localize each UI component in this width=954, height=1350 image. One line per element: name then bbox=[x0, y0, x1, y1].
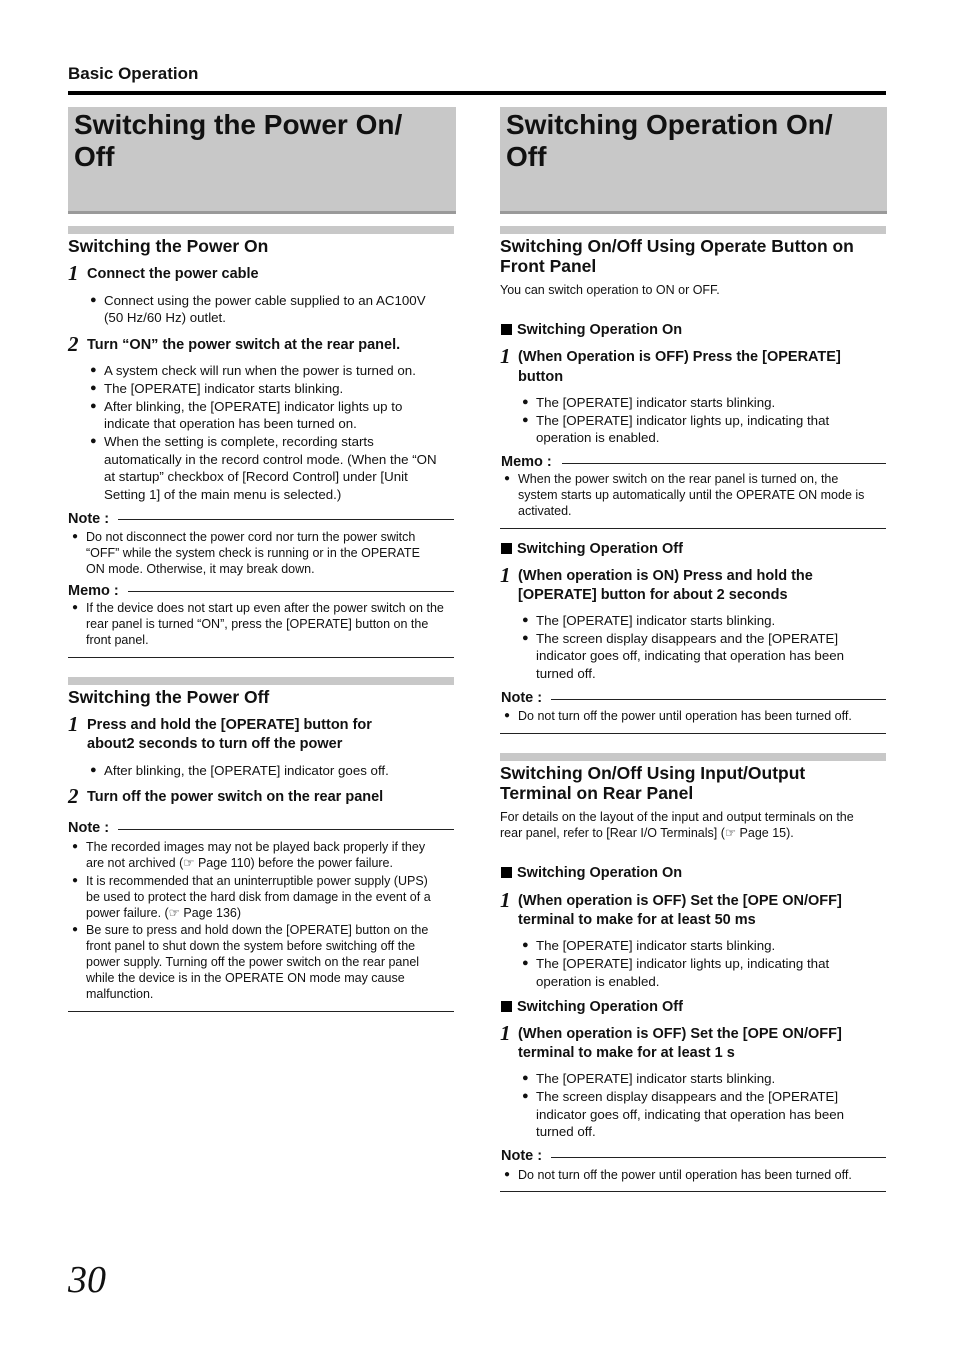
bullet-continuation: turned off. bbox=[536, 666, 596, 681]
left-title-box bbox=[68, 107, 456, 214]
subhead-operation-off: Switching Operation Off bbox=[501, 998, 683, 1016]
note-item: ● Do not disconnect the power cord nor turn the power switch bbox=[72, 530, 416, 544]
note-rule bbox=[551, 1157, 886, 1158]
bullet-item: ● The screen display disappears and the [OPERATE] bbox=[522, 1089, 839, 1104]
note-label: Note : bbox=[501, 690, 543, 706]
memo-continuation: front panel. bbox=[86, 633, 149, 647]
rear-panel-heading: Switching On/Off Using Input/Output bbox=[500, 763, 806, 783]
memo-rule bbox=[128, 591, 454, 592]
bullet-item: ● After blinking, the [OPERATE] indicator goes off. bbox=[90, 763, 389, 778]
bullet-continuation: operation is enabled. bbox=[536, 974, 660, 989]
bullet-continuation: indicate that operation has been turned on. bbox=[104, 416, 357, 431]
square-bullet-icon bbox=[501, 1001, 512, 1012]
rear-panel-heading-cont: Terminal on Rear Panel bbox=[500, 783, 694, 803]
note-rule bbox=[118, 829, 454, 830]
note-continuation: power supply. Turning off the power switch on the rear panel bbox=[86, 955, 420, 969]
note-item: ● Be sure to press and hold down the [OPERATE] button on the bbox=[72, 923, 429, 937]
page-number: 30 bbox=[68, 1259, 106, 1301]
step-number: 2 bbox=[68, 332, 79, 356]
bullet-item: ● The [OPERATE] indicator starts blinking. bbox=[522, 1071, 776, 1086]
memo-label: Memo : bbox=[68, 583, 119, 599]
power-off-heading: Switching the Power Off bbox=[68, 687, 270, 707]
note-label: Note : bbox=[501, 1148, 543, 1164]
bullet-item: ● The [OPERATE] indicator lights up, indicating that bbox=[522, 413, 830, 428]
section-end-rule bbox=[500, 528, 886, 529]
step-text-continuation: button bbox=[518, 369, 564, 385]
bullet-item: ● A system check will run when the power is turned on. bbox=[90, 363, 416, 378]
bullet-item: ● The [OPERATE] indicator starts blinking. bbox=[90, 381, 344, 396]
front-panel-heading: Switching On/Off Using Operate Button on bbox=[500, 236, 854, 256]
step-text: (When operation is ON) Press and hold the bbox=[518, 568, 813, 584]
bullet-item: ● The [OPERATE] indicator starts blinking. bbox=[522, 613, 776, 628]
step-text: Connect the power cable bbox=[87, 266, 259, 282]
step-text-continuation: terminal to make for at least 1 s bbox=[518, 1045, 735, 1061]
bullet-item: ● When the setting is complete, recording starts bbox=[90, 434, 374, 449]
memo-continuation: system starts up automatically until the OPERATE ON mode is bbox=[518, 488, 865, 502]
bullet-item: ● Connect using the power cable supplied to an AC100V bbox=[90, 293, 426, 308]
bullet-continuation: Setting 1] of the main menu is selected.) bbox=[104, 487, 342, 502]
step-number: 1 bbox=[500, 563, 511, 587]
note-continuation: while the device is in the OPERATE ON mode may cause bbox=[86, 971, 405, 985]
memo-item: ● When the power switch on the rear panel is turned on, the bbox=[504, 472, 839, 486]
intro-text: For details on the layout of the input and output terminals on the bbox=[500, 810, 854, 824]
bullet-item: ● The [OPERATE] indicator lights up, indicating that bbox=[522, 956, 830, 971]
note-continuation: be used to protect the hard disk from damage in the event of a bbox=[86, 890, 431, 904]
intro-text-continuation: rear panel, refer to [Rear I/O Terminals] (☞ Page 15). bbox=[500, 826, 794, 840]
left-page-title: Switching the Power On/ Off bbox=[74, 109, 403, 172]
note-item: ● Do not turn off the power until operation has been turned off. bbox=[504, 1168, 852, 1182]
bullet-item: ● The [OPERATE] indicator starts blinking. bbox=[522, 938, 776, 953]
note-item: ● The recorded images may not be played back properly if they bbox=[72, 840, 426, 854]
note-continuation: ON mode. Otherwise, it may break down. bbox=[86, 562, 315, 576]
note-item: ● Do not turn off the power until operation has been turned off. bbox=[504, 709, 852, 723]
power-on-heading: Switching the Power On bbox=[68, 236, 269, 256]
step-text-continuation: terminal to make for at least 50 ms bbox=[518, 912, 756, 928]
step-number: 1 bbox=[68, 261, 79, 285]
memo-label: Memo : bbox=[501, 454, 552, 470]
note-label: Note : bbox=[68, 820, 110, 836]
step-text: (When Operation is OFF) Press the [OPERATE] bbox=[518, 349, 841, 365]
subhead-operation-on: Switching Operation On bbox=[501, 864, 682, 882]
step-number: 2 bbox=[68, 784, 79, 808]
step-text: Press and hold the [OPERATE] button for bbox=[87, 717, 372, 733]
step-number: 1 bbox=[500, 1021, 511, 1045]
front-panel-heading-cont: Front Panel bbox=[500, 256, 597, 276]
section-label: Basic Operation bbox=[68, 64, 199, 83]
bullet-continuation: turned off. bbox=[536, 1124, 596, 1139]
note-continuation: “OFF” while the system check is running or in the OPERATE bbox=[86, 546, 420, 560]
bullet-continuation: (50 Hz/60 Hz) outlet. bbox=[104, 310, 226, 325]
bullet-dot: ● bbox=[90, 294, 97, 306]
step-text: Turn “ON” the power switch at the rear panel. bbox=[87, 337, 401, 353]
bullet-continuation: operation is enabled. bbox=[536, 430, 660, 445]
step-text-continuation: [OPERATE] button for about 2 seconds bbox=[518, 587, 788, 603]
memo-rule bbox=[562, 463, 886, 464]
section-end-rule bbox=[68, 1011, 454, 1012]
subsection-bar bbox=[68, 677, 454, 685]
square-bullet-icon bbox=[501, 543, 512, 554]
section-end-rule bbox=[68, 657, 454, 658]
bullet-continuation: indicator goes off, indicating that operation has been bbox=[536, 1107, 845, 1122]
bullet-item: ● After blinking, the [OPERATE] indicator lights up to bbox=[90, 399, 403, 414]
right-title-box bbox=[500, 107, 887, 214]
right-page-title: Switching Operation On/ Off bbox=[506, 109, 833, 172]
step-text: Turn off the power switch on the rear panel bbox=[87, 789, 384, 805]
subsection-bar bbox=[68, 226, 454, 234]
bullet-continuation: automatically in the record control mode. (When the “ON bbox=[104, 452, 437, 467]
note-continuation: front panel to shut down the system before switching off the bbox=[86, 939, 416, 953]
step-number: 1 bbox=[500, 888, 511, 912]
subsection-bar bbox=[500, 753, 886, 761]
step-number: 1 bbox=[500, 344, 511, 368]
note-rule bbox=[551, 699, 886, 700]
step-number: 1 bbox=[68, 712, 79, 736]
header-rule bbox=[68, 91, 886, 95]
intro-text: You can switch operation to ON or OFF. bbox=[500, 283, 720, 297]
memo-continuation: activated. bbox=[518, 504, 572, 518]
subhead-operation-off: Switching Operation Off bbox=[501, 540, 683, 558]
bullet-item: ● The screen display disappears and the [OPERATE] bbox=[522, 631, 839, 646]
step-text: (When operation is OFF) Set the [OPE ON/OFF] bbox=[518, 893, 842, 909]
subhead-operation-on: Switching Operation On bbox=[501, 321, 682, 339]
note-continuation: are not archived (☞ Page 110) before the power failure. bbox=[86, 856, 393, 870]
subsection-bar bbox=[500, 226, 886, 234]
bullet-continuation: indicator goes off, indicating that operation has been bbox=[536, 648, 845, 663]
bullet-item: ● The [OPERATE] indicator starts blinking. bbox=[522, 395, 776, 410]
square-bullet-icon bbox=[501, 867, 512, 878]
note-continuation: power failure. (☞ Page 136) bbox=[86, 906, 242, 920]
section-end-rule bbox=[500, 733, 886, 734]
step-text: (When operation is OFF) Set the [OPE ON/OFF] bbox=[518, 1026, 842, 1042]
note-item: ● It is recommended that an uninterruptible power supply (UPS) bbox=[72, 874, 428, 888]
square-bullet-icon bbox=[501, 324, 512, 335]
bullet-continuation: at startup” checkbox of [Record Control] under [Unit bbox=[104, 469, 408, 484]
note-label: Note : bbox=[68, 511, 110, 527]
memo-item: ● If the device does not start up even after the power switch on the bbox=[72, 601, 444, 615]
memo-continuation: rear panel is turned “ON”, press the [OPERATE] button on the bbox=[86, 617, 429, 631]
section-end-rule bbox=[500, 1191, 886, 1192]
step-text-continuation: about2 seconds to turn off the power bbox=[87, 736, 343, 752]
note-continuation: malfunction. bbox=[86, 987, 154, 1001]
note-rule bbox=[118, 519, 454, 520]
